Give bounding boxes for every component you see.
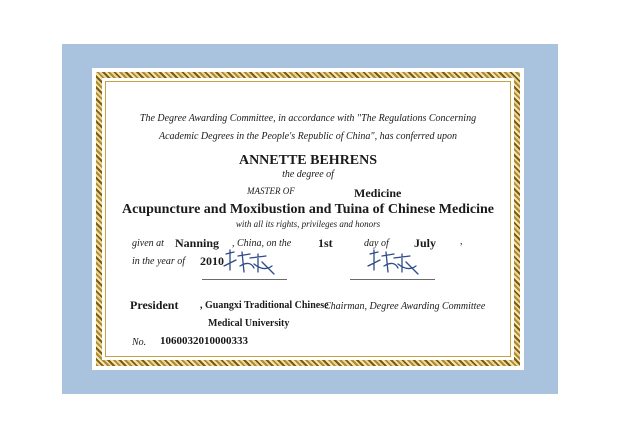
certificate-number: 1060032010000333 — [160, 335, 248, 347]
in-year-label: in the year of — [132, 256, 186, 267]
rights-line: with all its rights, privileges and honors — [235, 219, 381, 229]
chairman-label: Chairman, Degree Awarding Committee — [324, 301, 486, 312]
day: 1st — [318, 236, 333, 250]
master-of-label: MASTER OF — [247, 186, 295, 196]
city: Nanning — [175, 236, 220, 250]
university-line-1: , Guangxi Traditional Chinese — [200, 300, 329, 311]
recipient-name: ANNETTE BEHRENS — [238, 153, 378, 168]
signature-president — [220, 246, 280, 280]
number-label: No. — [132, 337, 147, 348]
preamble-line-1: The Degree Awarding Committee, in accordance with "The Regulations Concerning — [139, 113, 477, 124]
chairman-signature-line — [350, 279, 435, 280]
university-line-2: Medical University — [208, 318, 290, 329]
year: 2010 — [200, 254, 224, 268]
country-label: , China, on the — [232, 238, 292, 249]
degree-intro: the degree of — [282, 169, 334, 180]
certificate-text — [92, 68, 524, 370]
president-label: President — [130, 298, 179, 312]
month-dot: , — [460, 236, 463, 247]
month: July — [414, 236, 437, 250]
president-signature-line — [202, 279, 287, 280]
preamble-line-2: Academic Degrees in the People's Republic of China", has conferred upon — [158, 131, 458, 142]
day-of-label: day of — [364, 238, 389, 249]
signature-chairman — [364, 246, 424, 280]
degree-specialty: Acupuncture and Moxibustion and Tuina of Chinese Medicine — [122, 202, 494, 217]
given-at-label: given at — [132, 238, 164, 249]
degree-field: Medicine — [354, 186, 402, 200]
